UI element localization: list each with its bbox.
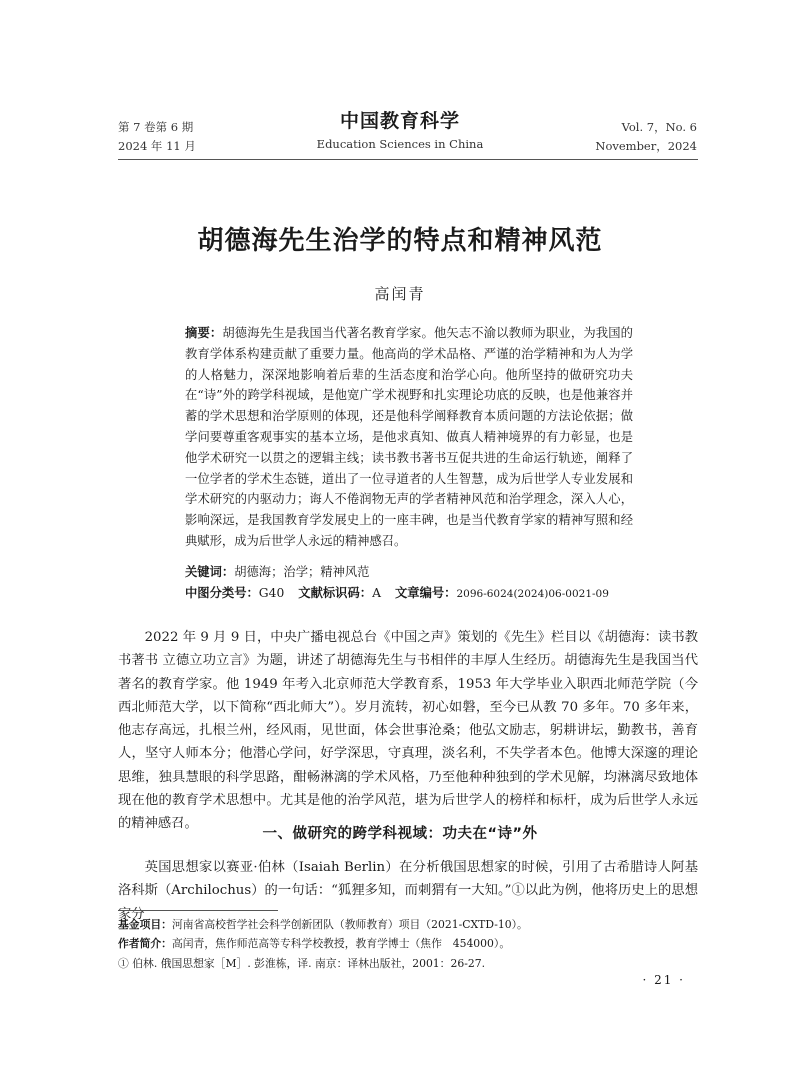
- footnote-rule: [118, 910, 278, 911]
- abstract: [185, 323, 633, 552]
- fund-label: 基金项目：: [118, 918, 172, 931]
- footnote-1: ① 伯林. 俄国思想家［M］. 彭淮栋，译. 南京：译林出版社，2001：26-27.: [118, 957, 486, 970]
- publish-date-en: November，2024: [595, 139, 697, 153]
- body-paragraph: 2022 年 9 月 9 日，中央广播电视总台《中国之声》策划的《先生》栏目以《胡德海：读书教书著书 立德立功立言》为题，讲述了胡德海先生与书相伴的丰厚人生经历。胡德海先生是我国当代著名的教育学家。他 1949 年考入北京师范大学教育系，1953 年大学毕业入职西北师范学院（今西北师范大学，以下简称“西北师大”）。岁月流转，初心如磐，至今已从教 70 多年。70 多年来，他志存高远，扎根兰州，经风雨，见世面，体会世事沧桑；他弘文励志，躬耕讲坛，勤教书，善育人，坚守人师本分；他潜心学问，好学深思，守真理，淡名利，不失学者本色。他博大深邃的理论思维，独具慧眼的科学思路，酣畅淋漓的学术风格，乃至他种种独到的学术见解，均淋漓尽致地体现在他的教育学术思想中。尤其是他的治学风范，堪为后世学人的榜样和标杆，成为后世学人永远的精神感召。: [118, 630, 698, 832]
- classification-line: [185, 583, 609, 604]
- fund-text: 河南省高校哲学社会科学创新团队（教师教育）项目（2021-CXTD-10）。: [171, 918, 528, 931]
- author-note: [118, 935, 698, 953]
- journal-title-en: Education Sciences in China: [316, 137, 484, 151]
- page-number: · 21 ·: [642, 973, 685, 987]
- abstract-text: 胡德海先生是我国当代著名教育学家。他矢志不渝以教师为职业，为我国的教育学体系构建贡献了重要力量。他高尚的学术品格、严谨的治学精神和为人为学的人格魅力，深深地影响着后辈的生活态度和治学心向。他所坚持的做研究功夫在“诗”外的跨学科视域，是他宽广学术视野和扎实理论功底的反映，也是他兼容并蓄的学术思想和治学原则的体现，还是他科学阐释教育本质问题的方法论依据；做学问要尊重客观事实的基本立场，是他求真知、做真人精神境界的有力彰显，也是他学术研究一以贯之的逻辑主线；读书教书著书互促共进的生命运行轨迹，阐释了一位学者的学术生态链，道出了一位寻道者的人生智慧，成为后世学人专业发展和学术研究的内驱动力；诲人不倦润物无声的学者精神风范和治学理念，深入人心，影响深远，是我国教育学发展史上的一座丰碑，也是当代教育学家的精神写照和经典赋形，成为后世学人永远的精神感召。: [185, 326, 633, 548]
- issue-info-en: [595, 118, 697, 156]
- doc-code-value: A: [372, 586, 381, 600]
- body-paragraph: 英国思想家以赛亚·伯林（Isaiah Berlin）在分析俄国思想家的时候，引用了古希腊诗人阿基洛科斯（Archilochus）的一句话：“狐狸多知，而刺猬有一大知。”①以此为例，他将历史上的思想家分: [118, 860, 698, 922]
- fund-note: [118, 916, 698, 934]
- clc-value: G40: [258, 586, 285, 600]
- header-rule: [118, 159, 698, 160]
- publish-date: 2024 年 11 月: [118, 139, 196, 153]
- article-id-value: 2096-6024(2024)06-0021-09: [456, 588, 609, 600]
- volume-issue-en: Vol. 7，No. 6: [621, 120, 697, 134]
- section-heading: 一、做研究的跨学科视域：功夫在“诗”外: [262, 826, 538, 842]
- author-note-label: 作者简介：: [118, 937, 172, 950]
- journal-title-cn: 中国教育科学: [339, 110, 460, 132]
- article-id-label: 文章编号：: [394, 586, 457, 600]
- article-author: 高闰青: [374, 285, 426, 303]
- doc-code-label: 文献标识码：: [298, 586, 373, 600]
- keywords-label: 关键词：: [185, 565, 235, 579]
- clc-label: 中图分类号：: [185, 586, 259, 600]
- keywords-text: 胡德海；治学；精神风范: [234, 565, 370, 579]
- article-title: 胡德海先生治学的特点和精神风范: [197, 226, 603, 256]
- abstract-label: 摘要：: [185, 326, 223, 340]
- keywords: [185, 562, 369, 582]
- volume-issue: 第 7 卷第 6 期: [118, 120, 194, 134]
- author-note-text: 高闰青，焦作师范高等专科学校教授，教育学博士（焦作 454000）。: [171, 937, 511, 950]
